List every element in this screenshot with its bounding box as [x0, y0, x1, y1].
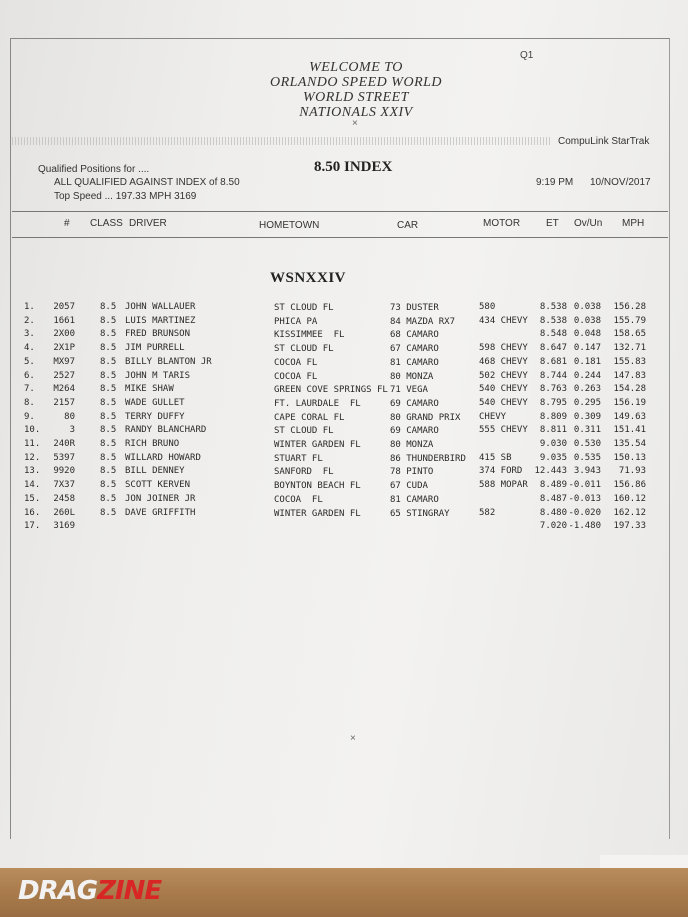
cell-cls: 8.5 [100, 370, 117, 381]
top-speed: Top Speed ... 197.33 MPH 3169 [54, 191, 197, 202]
cell-motor: 502 CHEVY [479, 370, 528, 381]
cell-num: 2458 [53, 493, 75, 504]
cell-ovun: -1.480 [568, 521, 601, 532]
cell-home: COCOA FL [274, 494, 323, 505]
cell-cls: 8.5 [100, 329, 117, 340]
cell-pos: 5. [24, 356, 35, 367]
cell-ovun: 0.147 [573, 343, 601, 354]
cell-car: 80 MONZA [390, 440, 434, 450]
cell-driver: JON JOINER JR [125, 493, 196, 504]
cell-home: ST CLOUD FL [274, 426, 334, 437]
cell-motor: 468 CHEVY [479, 356, 528, 367]
cell-cls: 8.5 [100, 452, 117, 463]
cell-ovun: -0.013 [568, 493, 601, 504]
cell-motor: 540 CHEVY [479, 397, 528, 408]
cell-et: 12.443 [534, 466, 567, 477]
section-title: WSNXXIV [270, 270, 347, 286]
against-index: ALL QUALIFIED AGAINST INDEX of 8.50 [54, 177, 240, 188]
cell-home: COCOA FL [274, 357, 318, 368]
cell-home: FT. LAURDALE FL [274, 398, 361, 409]
cell-car: 67 CUDA [390, 481, 428, 492]
cell-ovun: 0.048 [573, 329, 601, 340]
cell-driver: WILLARD HOWARD [125, 452, 201, 463]
cell-num: M264 [53, 384, 75, 395]
cell-car: 65 STINGRAY [390, 508, 450, 519]
logo-part-drag: DRAG [18, 876, 98, 906]
cell-home: SANFORD FL [274, 467, 334, 478]
cell-et: 7.020 [539, 521, 567, 532]
cell-motor: 415 SB [479, 452, 512, 463]
cell-home: PHICA PA [274, 316, 318, 327]
cell-ovun: 0.038 [573, 302, 601, 312]
cell-et: 8.809 [539, 411, 567, 422]
cell-pos: 11. [24, 439, 41, 449]
cell-pos: 4. [24, 343, 35, 354]
cell-pos: 7. [24, 384, 35, 395]
cell-pos: 12. [24, 452, 41, 463]
cell-ovun: 3.943 [573, 466, 601, 477]
cell-car: 68 CAMARO [390, 330, 439, 341]
cell-cls: 8.5 [100, 480, 117, 491]
cell-motor: CHEVY [479, 411, 507, 422]
cell-mph: 156.19 [613, 397, 646, 408]
cell-num: 80 [64, 411, 75, 422]
cell-driver: TERRY DUFFY [125, 411, 185, 422]
cell-num: 5397 [53, 452, 75, 463]
cell-num: 2057 [53, 302, 75, 312]
cell-et: 8.811 [539, 425, 567, 436]
cell-pos: 3. [24, 329, 35, 340]
cell-home: WINTER GARDEN FL [274, 508, 361, 519]
print-time: 9:19 PM [536, 177, 574, 188]
cell-car: 80 MONZA [390, 371, 434, 382]
cell-pos: 13. [24, 466, 41, 477]
cell-ovun: 0.530 [573, 439, 601, 449]
cell-driver: DAVE GRIFFITH [125, 507, 196, 518]
cell-car: 81 CAMARO [390, 357, 439, 368]
cell-num: MX97 [53, 356, 75, 367]
cell-ovun: 0.311 [573, 425, 601, 436]
cell-ovun: -0.011 [568, 480, 601, 491]
cell-motor: 598 CHEVY [479, 343, 528, 354]
cell-et: 8.548 [539, 329, 567, 340]
cell-motor: 588 MOPAR [479, 480, 528, 491]
logo-part-zine: ZINE [97, 876, 162, 906]
stray-mark-1: × [352, 118, 358, 129]
cell-cls: 8.5 [100, 507, 117, 518]
cell-pos: 17. [24, 521, 41, 532]
cell-car: 73 DUSTER [390, 303, 439, 313]
col-mph: MPH [622, 218, 645, 229]
cell-num: 240R [53, 439, 75, 449]
cell-et: 9.030 [539, 439, 567, 449]
cell-driver: JIM PURRELL [125, 343, 185, 354]
cell-driver: BILLY BLANTON JR [125, 356, 212, 367]
title-line-4: NATIONALS XXIV [299, 105, 413, 120]
cell-car: 86 THUNDERBIRD [390, 453, 466, 464]
cell-cls: 8.5 [100, 493, 117, 504]
stray-mark-2: × [350, 733, 356, 744]
cell-et: 8.763 [539, 384, 567, 395]
title-line-3: WORLD STREET [303, 90, 409, 105]
cell-num: 2X1P [53, 343, 75, 354]
cell-driver: JOHN WALLAUER [125, 302, 196, 312]
cell-home: WINTER GARDEN FL [274, 440, 361, 450]
col-car: CAR [397, 220, 419, 231]
cell-num: 7X37 [53, 480, 75, 491]
cell-cls: 8.5 [100, 356, 117, 367]
cell-home: GREEN COVE SPRINGS FL [274, 385, 388, 396]
cell-et: 8.647 [539, 343, 567, 354]
cell-car: 81 CAMARO [390, 494, 439, 505]
cell-driver: FRED BRUNSON [125, 329, 191, 340]
cell-num: 9920 [53, 466, 75, 477]
cell-et: 8.681 [539, 356, 567, 367]
cell-et: 8.744 [539, 370, 567, 381]
col-class: CLASS [90, 218, 123, 229]
cell-pos: 6. [24, 370, 35, 381]
cell-num: 3 [69, 425, 75, 436]
cell-et: 8.795 [539, 397, 567, 408]
cell-cls: 8.5 [100, 302, 117, 312]
cell-cls: 8.5 [100, 315, 117, 326]
cell-cls: 8.5 [100, 439, 117, 449]
cell-ovun: 0.244 [573, 370, 601, 381]
index-title: 8.50 INDEX [314, 159, 393, 175]
cell-mph: 151.41 [613, 425, 646, 436]
cell-ovun: 0.181 [573, 356, 601, 367]
col-et: ET [546, 218, 559, 229]
cell-ovun: 0.535 [573, 452, 601, 463]
cell-home: KISSIMMEE FL [274, 330, 345, 341]
col-motor: MOTOR [483, 218, 521, 229]
cell-et: 8.480 [539, 507, 567, 518]
qualified-positions: Qualified Positions for .... [38, 164, 150, 175]
cell-mph: 132.71 [613, 343, 646, 354]
cell-mph: 156.28 [613, 302, 646, 312]
col-num: # [64, 218, 70, 229]
cell-driver: SCOTT KERVEN [125, 480, 191, 491]
cell-num: 260L [53, 507, 75, 518]
header-rule-bottom [12, 237, 668, 238]
cell-cls: 8.5 [100, 425, 117, 436]
cell-driver: JOHN M TARIS [125, 370, 191, 381]
cell-motor: 582 [479, 507, 496, 518]
cell-driver: BILL DENNEY [125, 466, 185, 477]
cell-pos: 2. [24, 315, 35, 326]
cell-driver: MIKE SHAW [125, 384, 174, 395]
cell-num: 2527 [53, 370, 75, 381]
cell-motor: 580 [479, 302, 496, 312]
cell-car: 69 CAMARO [390, 398, 439, 409]
cell-num: 1661 [53, 315, 75, 326]
cell-car: 84 MAZDA RX7 [390, 316, 456, 327]
cell-mph: 158.65 [613, 329, 646, 340]
cell-pos: 16. [24, 507, 41, 518]
cell-cls: 8.5 [100, 466, 117, 477]
print-date: 10/NOV/2017 [590, 177, 651, 188]
cell-home: BOYNTON BEACH FL [274, 481, 361, 492]
cell-et: 8.538 [539, 315, 567, 326]
cell-mph: 149.63 [613, 411, 646, 422]
cell-cls: 8.5 [100, 384, 117, 395]
cell-pos: 1. [24, 302, 35, 312]
cell-mph: 154.28 [613, 384, 646, 395]
cell-car: 67 CAMARO [390, 344, 439, 355]
cell-mph: 150.13 [613, 452, 646, 463]
cell-mph: 156.86 [613, 480, 646, 491]
cell-mph: 135.54 [613, 439, 646, 449]
cell-et: 8.489 [539, 480, 567, 491]
cell-mph: 162.12 [613, 507, 646, 518]
cell-num: 2157 [53, 397, 75, 408]
cell-num: 2X00 [53, 329, 75, 340]
cell-home: ST CLOUD FL [274, 344, 334, 355]
cell-cls: 8.5 [100, 343, 117, 354]
cell-motor: 555 CHEVY [479, 425, 528, 436]
cell-car: 69 CAMARO [390, 426, 439, 437]
col-driver: DRIVER [129, 218, 167, 229]
cell-driver: WADE GULLET [125, 397, 185, 408]
cell-et: 8.538 [539, 302, 567, 312]
cell-mph: 147.83 [613, 370, 646, 381]
col-hometown: HOMETOWN [259, 220, 320, 231]
cell-car: 78 PINTO [390, 467, 434, 478]
cell-mph: 71.93 [618, 466, 646, 477]
title-line-2: ORLANDO SPEED WORLD [269, 75, 443, 90]
cell-home: STUART FL [274, 453, 323, 464]
title-line-1: WELCOME TO [309, 60, 403, 75]
cell-driver: RICH BRUNO [125, 439, 180, 449]
cell-pos: 15. [24, 493, 41, 504]
cell-driver: RANDY BLANCHARD [125, 425, 207, 436]
cell-et: 8.487 [539, 493, 567, 504]
cell-car: 71 VEGA [390, 385, 428, 396]
header-rule-top [12, 211, 668, 212]
cell-cls: 8.5 [100, 411, 117, 422]
cell-pos: 10. [24, 425, 41, 436]
cell-home: CAPE CORAL FL [274, 412, 345, 423]
dragzine-logo [18, 876, 161, 906]
cell-motor: 434 CHEVY [479, 315, 528, 326]
cell-mph: 155.79 [613, 315, 646, 326]
cell-car: 80 GRAND PRIX [390, 412, 461, 423]
cell-mph: 155.83 [613, 356, 646, 367]
cell-mph: 197.33 [613, 521, 646, 532]
cell-ovun: -0.020 [568, 507, 601, 518]
cell-mph: 160.12 [613, 493, 646, 504]
cell-pos: 9. [24, 411, 35, 422]
cell-motor: 374 FORD [479, 466, 523, 477]
cell-pos: 14. [24, 480, 41, 491]
cell-ovun: 0.309 [573, 411, 601, 422]
cell-pos: 8. [24, 397, 35, 408]
dotted-separator [12, 137, 552, 145]
cell-home: COCOA FL [274, 371, 318, 382]
cell-cls: 8.5 [100, 397, 117, 408]
cell-motor: 540 CHEVY [479, 384, 528, 395]
system-name: CompuLink StarTrak [558, 136, 650, 147]
cell-home: ST CLOUD FL [274, 303, 334, 313]
cell-ovun: 0.038 [573, 315, 601, 326]
q-label: Q1 [520, 50, 534, 61]
cell-driver: LUIS MARTINEZ [125, 315, 196, 326]
cell-et: 9.035 [539, 452, 567, 463]
col-ovun: Ov/Un [574, 218, 603, 229]
cell-ovun: 0.295 [573, 397, 601, 408]
cell-num: 3169 [53, 521, 75, 532]
cell-ovun: 0.263 [573, 384, 601, 395]
